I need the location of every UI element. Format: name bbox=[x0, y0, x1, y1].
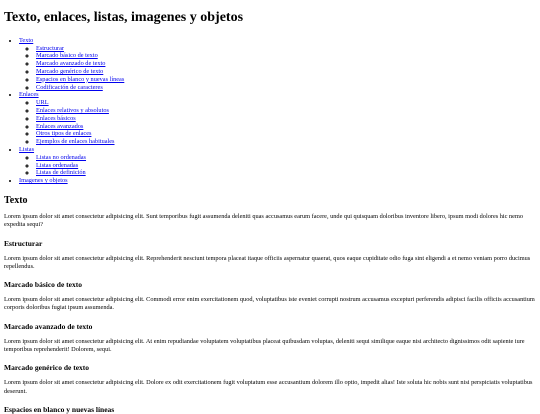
toc-subitem bbox=[36, 130, 536, 138]
section-intro-paragraph: Lorem ipsum dolor sit amet consectetur adipisicing elit. Sunt temporibus fugit assumenda deleniti quas accusamus earum facere, unde qui quisquam doloribus inventore libero, ipsum modi dolores hic nemo expedita sequi? bbox=[4, 212, 524, 229]
toc-link-listas-no-ordenadas[interactable]: Listas no ordenadas bbox=[36, 153, 87, 161]
toc-link-relativos[interactable]: Enlaces relativos y absolutos bbox=[36, 106, 109, 114]
toc-subitem bbox=[36, 123, 536, 131]
toc-subitem bbox=[36, 107, 536, 115]
toc-subitem bbox=[36, 162, 536, 170]
toc-sublist-enlaces bbox=[19, 99, 536, 146]
toc-link-listas-ordenadas[interactable]: Listas ordenadas bbox=[36, 161, 79, 169]
subsection-heading-marcado-basico: Marcado básico de texto bbox=[4, 280, 82, 290]
subsection-paragraph: Lorem ipsum dolor sit amet consectetur adipisicing elit. Reprehenderit nesciunt tempora placeat itaque officiis aspernatur quaerat, quos eaque cupiditate odio fuga sint eligendi a et nemo veniam porro ducimus repellendus. bbox=[4, 254, 531, 270]
toc-subitem bbox=[36, 138, 536, 146]
page-title: Texto, enlaces, listas, imagenes y objetos bbox=[4, 10, 244, 25]
toc-link-marcado-avanzado[interactable]: Marcado avanzado de texto bbox=[36, 60, 106, 68]
toc-item-enlaces bbox=[19, 91, 536, 146]
toc-link-marcado-basico[interactable]: Marcado básico de texto bbox=[36, 52, 98, 60]
toc-link-enlaces-avanzados[interactable]: Enlaces avanzados bbox=[36, 122, 84, 130]
toc-subitem bbox=[36, 99, 536, 107]
toc-link-enlaces[interactable]: Enlaces bbox=[19, 91, 39, 99]
toc-link-listas[interactable]: Listas bbox=[19, 145, 35, 153]
toc-sublist-listas bbox=[19, 154, 536, 177]
subsection-paragraph: Lorem ipsum dolor sit amet consectetur adipisicing elit. At enim repudiandae voluptatem voluptatibus placeat quibusdam voluptas, deleniti sequi similique eaque nisi architecto dignissimos odit sapiente iure temporibus reprehenderit! Dolorem, sequi. bbox=[4, 337, 525, 354]
toc-subitem bbox=[36, 154, 536, 162]
subsection-heading-espacios: Espacios en blanco y nuevas líneas bbox=[4, 404, 115, 414]
subsection-heading-marcado-generico: Marcado genérico de texto bbox=[4, 363, 90, 373]
toc-link-listas-definicion[interactable]: Listas de definición bbox=[36, 169, 86, 177]
toc-subitem bbox=[36, 68, 536, 76]
toc-subitem bbox=[36, 45, 536, 53]
toc-link-enlaces-basicos[interactable]: Enlaces básicos bbox=[36, 114, 76, 122]
toc-subitem bbox=[36, 60, 536, 68]
toc-link-url[interactable]: URL bbox=[36, 99, 49, 107]
subsection-heading-marcado-avanzado: Marcado avanzado de texto bbox=[4, 321, 93, 331]
subsection-paragraph: Lorem ipsum dolor sit amet consectetur adipisicing elit. Dolore ex odit exercitationem fugit voluptatum esse accusantium dolorem illo optio, impedit alias! Iste soluta hic nobis sunt nisi perspiciatis voluptatibus deserunt. bbox=[4, 379, 533, 395]
section-heading-texto: Texto bbox=[4, 194, 28, 206]
table-of-contents bbox=[4, 37, 536, 185]
toc-link-ejemplos-enlaces[interactable]: Ejemplos de enlaces habituales bbox=[36, 138, 115, 146]
toc-link-texto[interactable]: Texto bbox=[19, 36, 34, 44]
toc-subitem bbox=[36, 76, 536, 84]
toc-link-otros-enlaces[interactable]: Otros tipos de enlaces bbox=[36, 130, 92, 138]
toc-subitem bbox=[36, 169, 536, 177]
subsection-heading-estructurar: Estructurar bbox=[4, 238, 43, 248]
subsection-paragraph: Lorem ipsum dolor sit amet consectetur adipisicing elit. Commodi error enim exercitationem quod, voluptatibus iste eveniet corrupti nostrum accusamus excepturi perferendis adipisci facilis officiis accusantium corporis doloribus fugiat ipsum assumenda. bbox=[4, 296, 535, 312]
toc-link-estructurar[interactable]: Estructurar bbox=[36, 44, 64, 52]
toc-subitem bbox=[36, 84, 536, 92]
toc-item-listas bbox=[19, 146, 536, 177]
toc-link-espacios[interactable]: Espacios en blanco y nuevas líneas bbox=[36, 75, 125, 83]
toc-item-texto bbox=[19, 37, 536, 92]
toc-link-imagenes[interactable]: Imagenes y objetos bbox=[19, 177, 68, 185]
toc-subitem bbox=[36, 115, 536, 123]
toc-link-marcado-generico[interactable]: Marcado genérico de texto bbox=[36, 67, 104, 75]
toc-sublist-texto bbox=[19, 45, 536, 92]
toc-subitem bbox=[36, 52, 536, 60]
toc-item-imagenes bbox=[19, 177, 536, 185]
toc-link-codificacion[interactable]: Codificación de caracteres bbox=[36, 83, 103, 91]
